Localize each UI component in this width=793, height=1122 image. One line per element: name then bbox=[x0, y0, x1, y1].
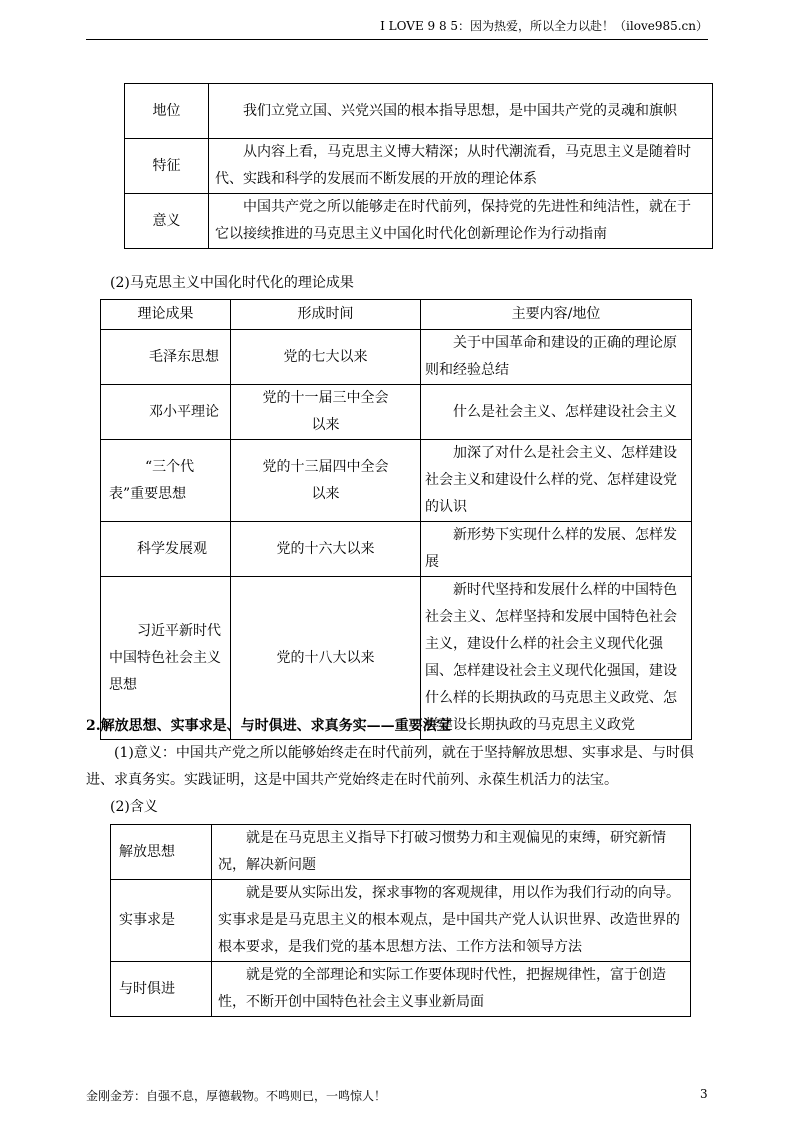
theory-name: 毛泽东思想 bbox=[149, 348, 219, 365]
table-row bbox=[101, 522, 692, 577]
theory-name: 习近平新时代中国特色社会主义思想 bbox=[101, 577, 231, 740]
column-header: 主要内容/地位 bbox=[421, 300, 692, 330]
theory-content: 关于中国革命和建设的正确的理论原则和经验总结 bbox=[421, 330, 692, 385]
row-key: 实事求是 bbox=[111, 880, 212, 962]
page-number: 3 bbox=[700, 1087, 708, 1101]
row-key: 与时俱进 bbox=[111, 962, 212, 1017]
row-key: 地位 bbox=[125, 84, 209, 139]
table-row bbox=[125, 139, 713, 194]
row-value: 中国共产党之所以能够走在时代前列，保持党的先进性和纯洁性，就在于它以接续推进的马克思主义中国化时代化创新理论作为行动指南 bbox=[209, 194, 713, 249]
footer-motto: 金刚金芳：自强不息，厚德载物。不鸣则已，一鸣惊人！ bbox=[86, 1089, 387, 1103]
table-row bbox=[101, 440, 692, 522]
theory-name: 邓小平理论 bbox=[149, 403, 219, 420]
theory-time: 党的十六大以来 bbox=[231, 522, 421, 577]
theory-content: 什么是社会主义、怎样建设社会主义 bbox=[421, 385, 692, 440]
theory-time: 党的十八大以来 bbox=[231, 577, 421, 740]
table-row bbox=[111, 962, 691, 1017]
marxism-features-table bbox=[124, 83, 713, 249]
theory-time: 党的十三届四中全会以来 bbox=[231, 440, 421, 522]
table-row bbox=[125, 84, 713, 139]
meaning-paragraph: (1)意义：中国共产党之所以能够始终走在时代前列，就在于坚持解放思想、实事求是、与时俱进、求真务实。实践证明，这是中国共产党始终走在时代前列、永葆生机活力的法宝。 bbox=[86, 745, 694, 788]
table-row bbox=[101, 385, 692, 440]
section-title: (2)马克思主义中国化时代化的理论成果 bbox=[110, 275, 354, 291]
table-row bbox=[101, 330, 692, 385]
table-row bbox=[111, 880, 691, 962]
theory-time: 党的十一届三中全会以来 bbox=[231, 385, 421, 440]
row-key: 解放思想 bbox=[111, 825, 212, 880]
subsection-title: (2)含义 bbox=[110, 799, 158, 815]
table-header-row bbox=[101, 300, 692, 330]
column-header: 理论成果 bbox=[101, 300, 231, 330]
theory-content: 加深了对什么是社会主义、怎样建设社会主义和建设什么样的党、怎样建设党的认识 bbox=[421, 440, 692, 522]
theory-content: 新形势下实现什么样的发展、怎样发展 bbox=[421, 522, 692, 577]
row-key: 特征 bbox=[125, 139, 209, 194]
row-value: 就是在马克思主义指导下打破习惯势力和主观偏见的束缚，研究新情况，解决新问题 bbox=[212, 825, 691, 880]
row-value: 我们立党立国、兴党兴国的根本指导思想，是中国共产党的灵魂和旗帜 bbox=[209, 84, 713, 139]
theory-time: 党的七大以来 bbox=[231, 330, 421, 385]
column-header: 形成时间 bbox=[231, 300, 421, 330]
table-row bbox=[111, 825, 691, 880]
page-header: I LOVE 9 8 5：因为热爱，所以全力以赴！（ilove985.cn） bbox=[380, 19, 708, 33]
theory-results-table bbox=[100, 299, 692, 740]
theory-content: 新时代坚持和发展什么样的中国特色社会主义、怎样坚持和发展中国特色社会主义，建设什么样的社会主义现代化强国、怎样建设社会主义现代化强国，建设什么样的长期执政的马克思主义政党、怎样建设长期执政的马克思主义政党 bbox=[421, 577, 692, 740]
row-key: 意义 bbox=[125, 194, 209, 249]
theory-name: 科学发展观 bbox=[137, 540, 207, 557]
meaning-table bbox=[110, 824, 691, 1017]
row-value: 就是党的全部理论和实际工作要体现时代性，把握规律性，富于创造性，不断开创中国特色社会主义事业新局面 bbox=[212, 962, 691, 1017]
row-value: 从内容上看，马克思主义博大精深；从时代潮流看，马克思主义是随着时代、实践和科学的发展而不断发展的开放的理论体系 bbox=[209, 139, 713, 194]
header-divider bbox=[86, 39, 708, 40]
row-value: 就是要从实际出发，探求事物的客观规律，用以作为我们行动的向导。实事求是是马克思主义的根本观点，是中国共产党人认识世界、改造世界的根本要求，是我们党的基本思想方法、工作方法和领导方法 bbox=[212, 880, 691, 962]
theory-name: “三个代表”重要思想 bbox=[101, 440, 231, 522]
section-heading: 2.解放思想、实事求是、与时俱进、求真务实——重要法宝 bbox=[86, 718, 451, 734]
table-row bbox=[125, 194, 713, 249]
